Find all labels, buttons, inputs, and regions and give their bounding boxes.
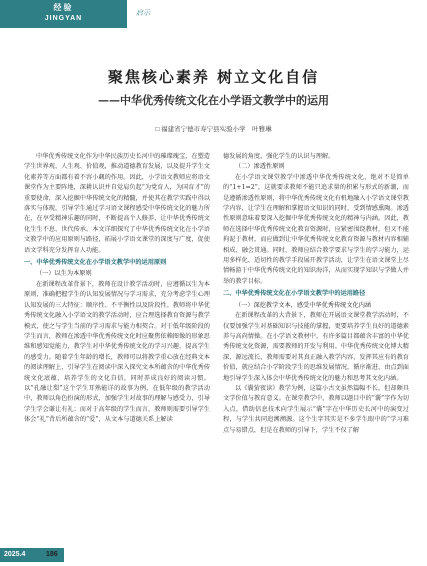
issue-badge: 2025.4 [0,548,64,562]
subheading-1-1: （一）以生为本原则 [36,270,92,278]
author-line: □ 福建省宁德市寿宁县实验小学 叶雅琳 [155,126,272,133]
column-logo [0,0,127,28]
paragraph-1-2: 在小学语文课堂教学中渗透中华优秀传统文化，绝对不是简单的“1+1=2”，这就要求教师不能只追求量的积累与形式的新潮，而是遵循渗透性原则，将中华优秀传统文化有机地融入小学语文课堂教学内容，让学生在理解和掌握语文知识的同时，受到情感熏陶。渗透性原则意味着要深入挖掘中华优秀传统文化的精神与内涵。因此，教师在选择中华优秀传统文化教育资源时，应紧密围绕教材，但又不能拘泥于教材，而应做到让中华优秀传统文化教育资源与教材内容相辅相成、融会贯通。同时，教师应结合教学要求与学生的学习能力，运用多样化、适切性的教学手段展开教学活动，让学生在语文课堂上尽情畅游于中华优秀传统文化的知识海洋，从而实现学知识与学做人并举的教学目标。 [223,173,409,285]
section-label: 启示 [136,10,150,17]
intro-paragraph: 中华优秀传统文化作为中华民族历史长河中的璀璨瑰宝，在塑造学生世界观、人生观、价值观，推动道德教育发展，以及提升学生文化素养等方面都有着不容小觑的作用。因此，小学语文教师应将语文课堂作为主要阵地，深耕认识并自觉肩负起“为党育人，为国育才”的重要使命，深入挖掘中华传统文化的精髓，并使其在教学实践中得以落实与体现，引导学生通过学习语文课程感受中华传统文化的魅力所在，在享受精神乐趣的同时，不断提高个人修养，让中华优秀传统文化生生不息、世代传承。本文详细探究了中华优秀传统文化在小学语文教学中的应用原则与路径，拓展小学语文课堂的深度与广度，促使语文学科充分发挥育人功能。 [24,153,210,254]
subheading-2-1: （一）深挖教学文本，感受中华优秀传统文化内涵 [235,301,372,309]
page-number: 186 [46,551,58,558]
continuation-paragraph: 德发展的角度，强化学生的认识与理解。 [223,153,335,160]
right-column [223,152,409,436]
section-heading-2: 二、中华优秀传统文化在小学语文教学中的运用路径 [223,290,366,298]
article-subtitle: ——中华优秀传统文化在小学语文教学中的运用 [98,94,329,107]
subheading-1-2: （二）渗透性原则 [235,163,285,171]
column-tag-cn: 经验 [53,3,74,12]
article-title: 聚焦核心素养 树立文化自信 [107,68,320,86]
section-heading-1: 一、中华优秀传统文化在小学语文教学中的运用原则 [24,259,167,267]
paragraph-2-1b: 以《囊萤夜读》教学为例，这篇小古文虽然篇幅不长，但却颇具文学价值与教育意义。在课堂教学中，教师以题目中的“囊”字作为切入点，借助信息技术向学生展示“囊”字在中华历史长河中的演变过程，与学生共同追溯溯源。这个生字其实是不多学生眼中的“学习难点与易错点，但是在教师的引导下，学生不仅了解 [223,384,409,434]
left-column [24,152,210,426]
column-tag-en: JINGYAN [44,15,83,22]
header-band [0,0,427,28]
paragraph-2-1: 在新课程改革的大背景下，教师在开展语文课堂教学活动时，不仅要加强学生对基础知识与技能的掌握，更要培养学生良好的道德素养与高尚情操。在小学语文教材中，有许多篇目都蕴含丰富的中华优秀传统文化资源，需要教师的开发与利用。中华优秀传统文化博大精深、源远流长，教师需要对其真正融入教学内容，发挥其应有的教育价值，就应结合小学阶段学生的思维发展情况，循序渐进、由点到面地引导学生深入体会中华优秀传统文化的魅力和思考其文化内涵。 [223,312,409,382]
paragraph-1-1: 在新课程改革背景下，教师在设计教学活动时，应遵循以生为本原则，准确把握学生的认知发展情况与学习需求，充分考虑学生心理认知发展的三大特征：顺序性、不平衡性以及阶段性。教师将中华优秀传统文化融入小学语文的教学活动时，应合理选择教育资源与教学模式，使之与学生当前的学习需求与能力相契合。对于低年级阶段的学生而言，教师在渗透中华优秀传统文化时应聚焦依赖图像的形象思维和感知觉能力，教学生对中华优秀传统文化的学习兴趣，提高学生的感受力。随着学生年龄的增长，教师可以将教学重心放在经典文本的阅读理解上，引导学生在阅读中深入探究文本所蕴含的中华优秀传统文化底蕴，培养学生的文化自信，同时养成良好的阅读习惯。以“孔融让梨”这个学生耳熟能详的故事为例，在低年级的教学活动中，教师以角色扮演的形式，加强学生对故事的理解与感受力，引导学生学会谦让有礼；而对于高年级的学生而言，教师则需要引导学生体会“礼”背后所蕴含的“爱”，从文本与道德关系上解读 [24,280,210,424]
